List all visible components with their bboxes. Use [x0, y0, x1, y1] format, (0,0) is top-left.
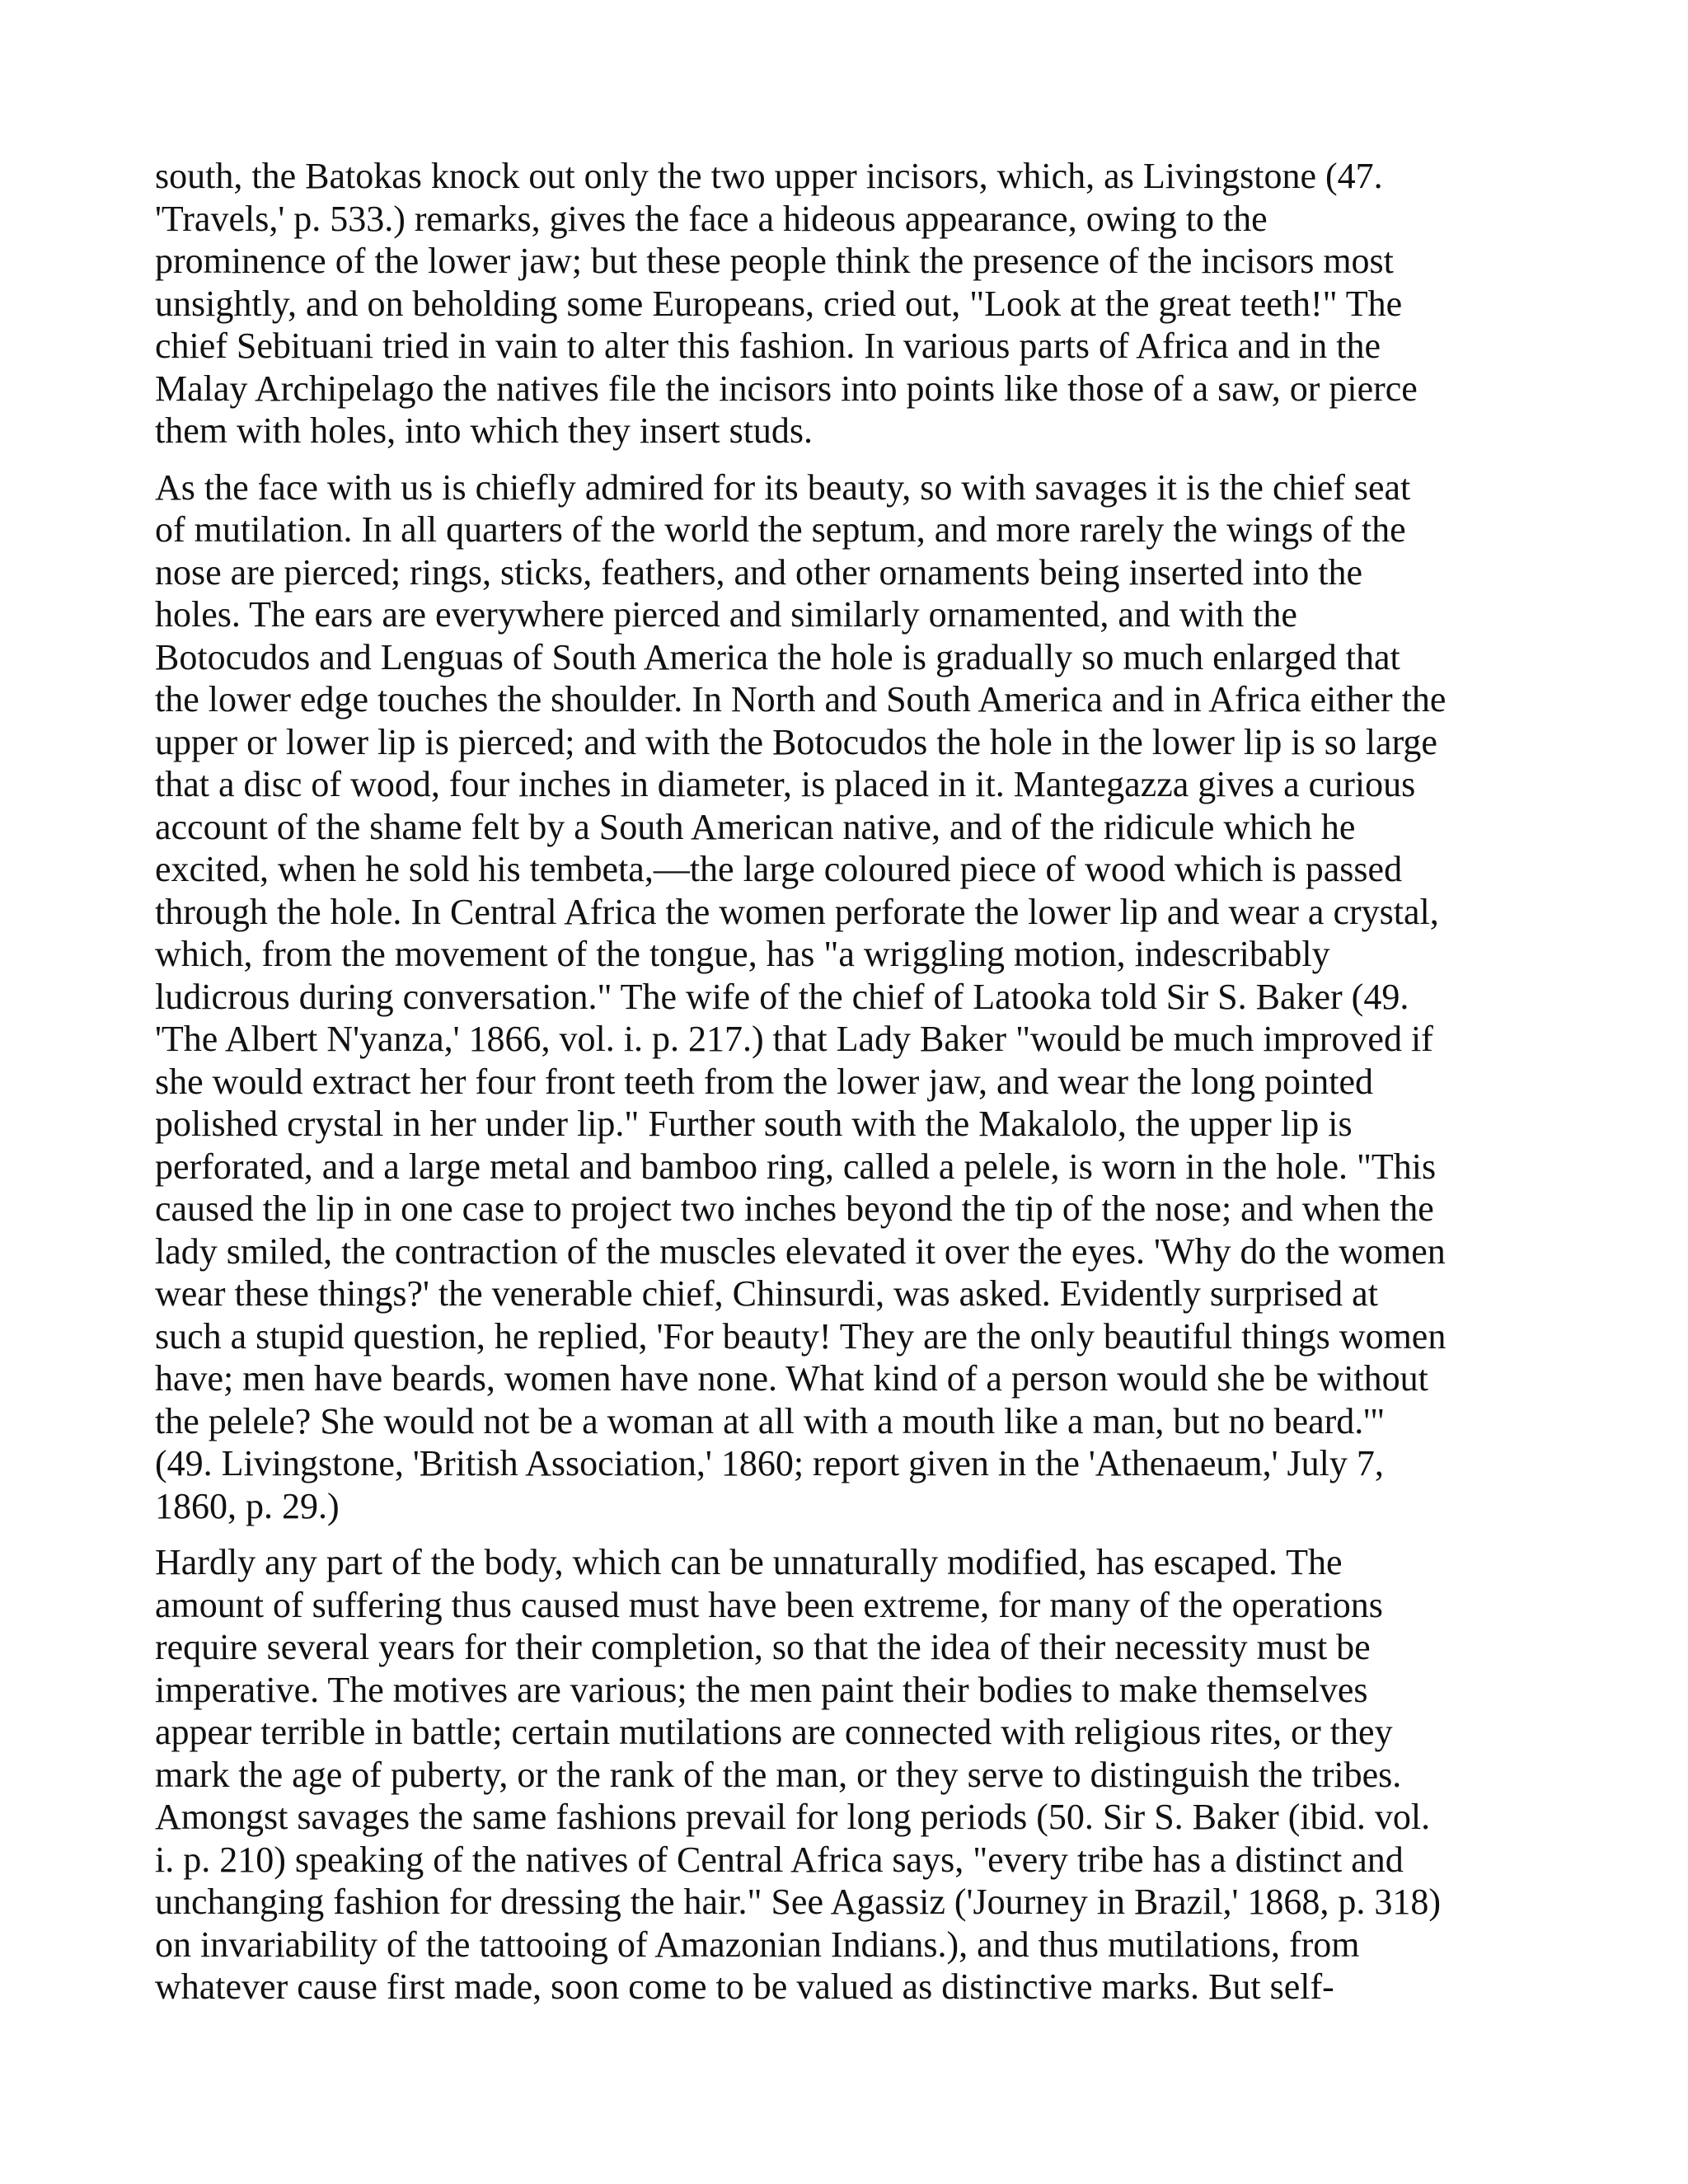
- document-page: [155, 155, 1556, 2022]
- paragraph-incisors: south, the Batokas knock out only the two upper incisors, which, as Livingstone (47. 'Travels,' p. 533.) remarks, gives the face a hideous appearance, owing to the prominence of the lower jaw; but these people think the presence of the incisors most unsightly, and on beholding some Europeans, cried out, "Look at the great teeth!" The chief Sebituani tried in vain to alter this fashion. In various parts of Africa and in the Malay Archipelago the natives file the incisors into points like those of a saw, or pierce them with holes, into which they insert studs.: [155, 156, 1418, 451]
- paragraph-body-modification: Hardly any part of the body, which can be unnaturally modified, has escaped. The amount of suffering thus caused must have been extreme, for many of the operations require several years for their completion, so that the idea of their necessity must be imperative. The motives are various; the men paint their bodies to make themselves appear terrible in battle; certain mutilations are connected with religious rites, or they mark the age of puberty, or the rank of the man, or they serve to distinguish the tribes. Amongst savages the same fashions prevail for long periods (50. Sir S. Baker (ibid. vol. i. p. 210) speaking of the natives of Central Africa says, "every tribe has a distinct and unchanging fashion for dressing the hair." See Agassiz ('Journey in Brazil,' 1868, p. 318) on invariability of the tattooing of Amazonian Indians.), and thus mutilations, from whatever cause first made, soon come to be valued as distinctive marks. But self-: [155, 1542, 1442, 2007]
- paragraph-face-mutilation: As the face with us is chiefly admired for its beauty, so with savages it is the chief seat of mutilation. In all quarters of the world the septum, and more rarely the wings of the nose are pierced; rings, sticks, feathers, and other ornaments being inserted into the holes. The ears are everywhere pierced and similarly ornamented, and with the Botocudos and Lenguas of South America the hole is gradually so much enlarged that the lower edge touches the shoulder. In North and South America and in Africa either the upper or lower lip is pierced; and with the Botocudos the hole in the lower lip is so large that a disc of wood, four inches in diameter, is placed in it. Mantegazza gives a curious account of the shame felt by a South American native, and of the ridicule which he excited, when he sold his tembeta,—the large coloured piece of wood which is passed through the hole. In Central Africa the women perforate the lower lip and wear a crystal, which, from the movement of the tongue, has "a wriggling motion, indescribably ludicrous during conversation." The wife of the chief of Latooka told Sir S. Baker (49. 'The Albert N'yanza,' 1866, vol. i. p. 217.) that Lady Baker "would be much improved if she would extract her four front teeth from the lower jaw, and wear the long pointed polished crystal in her under lip." Further south with the Makalolo, the upper lip is perforated, and a large metal and bamboo ring, called a pelele, is worn in the hole. "This caused the lip in one case to project two inches beyond the tip of the nose; and when the lady smiled, the contraction of the muscles elevated it over the eyes. 'Why do the women wear these things?' the venerable chief, Chinsurdi, was asked. Evidently surprised at such a stupid question, he replied, 'For beauty! They are the only beautiful things women have; men have beards, women have none. What kind of a person would she be without the pelele? She would not be a woman at all with a mouth like a man, but no beard.'" (49. Livingstone, 'British Association,' 1860; report given in the 'Athenaeum,' July 7, 1860, p. 29.): [155, 466, 1447, 1526]
